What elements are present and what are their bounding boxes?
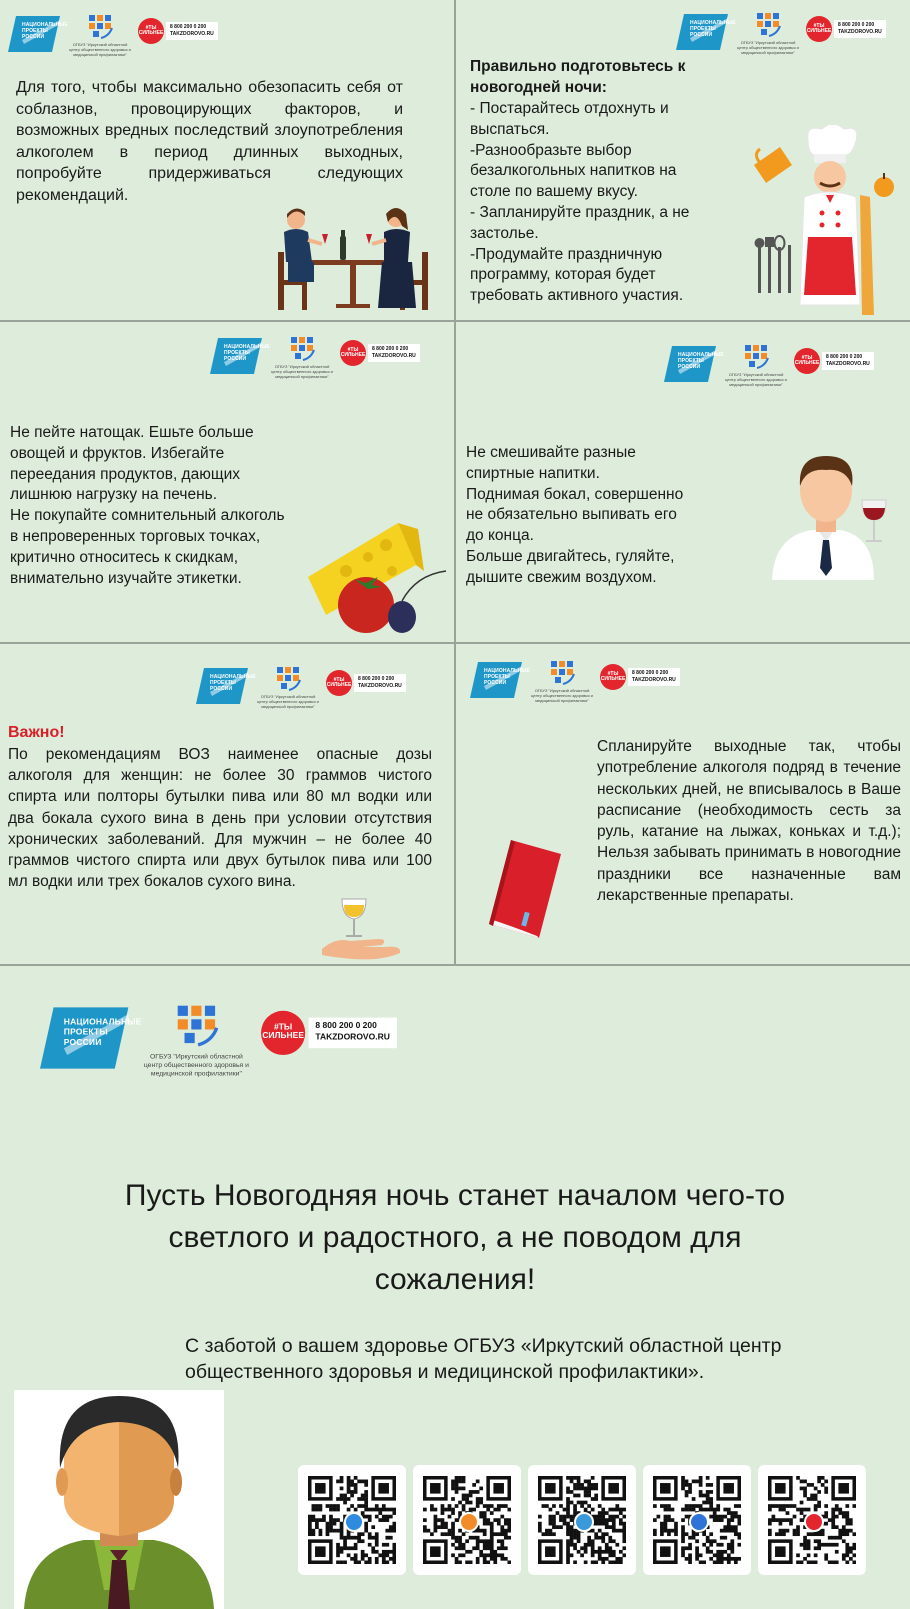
logo-group <box>676 12 886 55</box>
prepare-heading <box>470 57 740 99</box>
horizontal-divider <box>0 320 910 322</box>
qr-code-card[interactable] <box>298 1465 406 1575</box>
takzdorovo-logo: #ТЫ СИЛЬНЕЕ 8 800 200 0 200 TAKZDOROVO.RU <box>138 18 218 44</box>
prepare-heading-line: новогодней ночи: <box>470 78 607 96</box>
mixing-advice-line: спиртные напитки. <box>466 464 600 482</box>
chef-illustration <box>752 125 902 315</box>
qr-codes-row <box>298 1465 873 1575</box>
health-center-logo: ОГБУЗ "Иркутский областной центр общественного здоровья и медицинской профилактики" <box>736 12 800 55</box>
health-center-logo: ОГБУЗ "Иркутский областной центр общественного здоровья и медицинской профилактики" <box>270 336 334 379</box>
signature-line: С заботой о вашем здоровье ОГБУЗ «Иркутский областной центр <box>185 1335 782 1357</box>
health-center-logo: ОГБУЗ "Иркутский областной центр общественного здоровья и медицинской профилактики" <box>256 666 320 709</box>
health-center-emblem-icon <box>743 344 769 370</box>
prepare-line: столе по вашему вкусу. <box>470 183 638 201</box>
food-advice-line: овощей и фруктов. Избегайте <box>10 444 225 462</box>
takzdorovo-logo: #ТЫ СИЛЬНЕЕ 8 800 200 0 200 TAKZDOROVO.RU <box>600 664 680 690</box>
person-illustration-frame <box>14 1390 224 1609</box>
prepare-line: программу, которая будет <box>470 266 656 284</box>
logo-group <box>196 666 406 709</box>
prepare-line: -Продумайте праздничную <box>470 245 663 263</box>
health-center-logo: ОГБУЗ "Иркутский областной центр общественного здоровья и медицинской профилактики" <box>142 1004 251 1077</box>
national-projects-logo: НАЦИОНАЛЬНЫЕ ПРОЕКТЫ РОССИИ <box>196 666 248 706</box>
national-projects-logo: НАЦИОНАЛЬНЫЕ ПРОЕКТЫ РОССИИ <box>210 336 262 376</box>
food-advice-line: внимательно изучайте этикетки. <box>10 569 242 587</box>
signature-text <box>185 1333 885 1385</box>
food-advice-line: критично относитесь к скидкам, <box>10 548 239 566</box>
qr-code-card[interactable] <box>413 1465 521 1575</box>
mixing-advice <box>466 443 756 589</box>
book-illustration <box>487 840 561 938</box>
prepare-line: -Разнообразьте выбор <box>470 141 632 159</box>
signature-line: общественного здоровья и медицинской профилактики». <box>185 1361 705 1383</box>
closing-message-line: светлого и радостного, а не поводом для <box>168 1221 742 1254</box>
health-center-emblem-icon <box>87 14 113 40</box>
takzdorovo-logo: #ТЫ СИЛЬНЕЕ 8 800 200 0 200 TAKZDOROVO.RU <box>340 340 420 366</box>
intro-text: Для того, чтобы максимально обезопасить себя от соблазнов, провоцирующих факторов, и возможных вредных последствий злоупотребления алкоголем в период длинных выходных, попробуйте придерживаться следующих рекомендаций. <box>16 79 403 204</box>
health-center-emblem-icon <box>289 336 315 362</box>
national-projects-logo: НАЦИОНАЛЬНЫЕ ПРОЕКТЫ РОССИИ <box>8 14 60 54</box>
important-heading: Важно! <box>8 724 65 741</box>
health-center-emblem-icon <box>174 1004 218 1048</box>
closing-message-line: Пусть Новогодняя ночь станет началом чего-то <box>124 1179 786 1212</box>
play-icon <box>344 1512 364 1532</box>
closing-message-line: сожаления! <box>374 1263 536 1296</box>
takzdorovo-logo: #ТЫ СИЛЬНЕЕ 8 800 200 0 200 TAKZDOROVO.RU <box>806 16 886 42</box>
man-with-wine-illustration <box>770 450 890 580</box>
ts-logo-icon <box>804 1512 824 1532</box>
vertical-divider <box>454 0 456 966</box>
logo-group-large <box>40 1004 397 1077</box>
prepare-line: безалкогольных напитков на <box>470 162 677 180</box>
food-advice <box>10 423 350 589</box>
takzdorovo-logo: #ТЫ СИЛЬНЕЕ 8 800 200 0 200 TAKZDOROVO.RU <box>261 1011 397 1055</box>
prepare-line: - Постарайтесь отдохнуть и <box>470 100 669 117</box>
hand-with-glass-illustration <box>322 895 404 961</box>
logo-group <box>210 336 420 379</box>
logo-group <box>664 344 874 387</box>
prepare-line: выспаться. <box>470 120 550 138</box>
prepare-heading-line: Правильно подготовьтесь к <box>470 58 686 75</box>
horizontal-divider <box>0 964 910 966</box>
cheese-and-tomato-illustration <box>306 515 450 637</box>
mixing-advice-line: не обязательно выпивать его <box>466 506 677 524</box>
mixing-advice-line: Поднимая бокал, совершенно <box>466 485 684 503</box>
schedule-advice-text: Спланируйте выходные так, чтобы употребление алкоголя подряд в течение нескольких дней, не вписывалось в Ваше расписание (необходимость сесть за руль, катание на лыжах, коньках и т.д.); Нельзя забывать принимать в новогодние праздники все назначенные вам лекарственные препараты. <box>597 738 901 905</box>
national-projects-logo: НАЦИОНАЛЬНЫЕ ПРОЕКТЫ РОССИИ <box>676 12 728 52</box>
closing-message <box>20 1175 890 1301</box>
prepare-line: застолье. <box>470 224 539 242</box>
couple-dining-illustration <box>278 200 428 312</box>
health-center-logo: ОГБУЗ "Иркутский областной центр общественного здоровья и медицинской профилактики" <box>530 660 594 703</box>
national-projects-logo: НАЦИОНАЛЬНЫЕ ПРОЕКТЫ РОССИИ <box>470 660 522 700</box>
doctor-avatar-illustration <box>14 1390 224 1609</box>
food-advice-line: лишнюю нагрузку на печень. <box>10 486 218 504</box>
mixing-advice-line: Не смешивайте разные <box>466 444 636 461</box>
prepare-list <box>470 99 750 307</box>
prepare-line: - Запланируйте праздник, а не <box>470 203 690 221</box>
health-center-emblem-icon <box>549 660 575 686</box>
qr-code-card[interactable] <box>758 1465 866 1575</box>
vk-icon <box>689 1512 709 1532</box>
qr-code-card[interactable] <box>643 1465 751 1575</box>
health-center-emblem-icon <box>755 12 781 38</box>
health-center-logo: ОГБУЗ "Иркутский областной центр общественного здоровья и медицинской профилактики" <box>68 14 132 57</box>
prepare-line: требовать активного участия. <box>470 287 684 305</box>
logo-group <box>8 14 218 57</box>
health-center-logo: ОГБУЗ "Иркутский областной центр общественного здоровья и медицинской профилактики" <box>724 344 788 387</box>
mixing-advice-line: Больше двигайтесь, гуляйте, <box>466 547 675 565</box>
takzdorovo-logo: #ТЫ СИЛЬНЕЕ 8 800 200 0 200 TAKZDOROVO.RU <box>326 670 406 696</box>
qr-code-card[interactable] <box>528 1465 636 1575</box>
ok-icon <box>459 1512 479 1532</box>
takzdorovo-logo: #ТЫ СИЛЬНЕЕ 8 800 200 0 200 TAKZDOROVO.RU <box>794 348 874 374</box>
national-projects-logo: НАЦИОНАЛЬНЫЕ ПРОЕКТЫ РОССИИ <box>40 1004 128 1072</box>
national-projects-logo: НАЦИОНАЛЬНЫЕ ПРОЕКТЫ РОССИИ <box>664 344 716 384</box>
food-advice-line: переедания продуктов, дающих <box>10 465 241 483</box>
globe-icon <box>574 1512 594 1532</box>
horizontal-divider <box>0 642 910 644</box>
food-advice-line: Не пейте натощак. Ешьте больше <box>10 424 254 441</box>
mixing-advice-line: до конца. <box>466 527 534 545</box>
health-center-emblem-icon <box>275 666 301 692</box>
who-recommendation-text: По рекомендациям ВОЗ наименее опасные дозы алкоголя для женщин: не более 30 граммов чистого спирта или полторы бутылки пива или 80 мл водки или два бокала сухого вина в день при условии отсутствия хронических заболеваний. Для мужчин – не более 40 граммов чистого спирта или двух бутылок пива или 100 мл водки или трех бокалов сухого вина. <box>8 746 432 891</box>
food-advice-line: Не покупайте сомнительный алкоголь <box>10 507 285 525</box>
logo-group <box>470 660 680 703</box>
mixing-advice-line: дышите свежим воздухом. <box>466 568 657 586</box>
food-advice-line: в непроверенных торговых точках, <box>10 527 261 545</box>
